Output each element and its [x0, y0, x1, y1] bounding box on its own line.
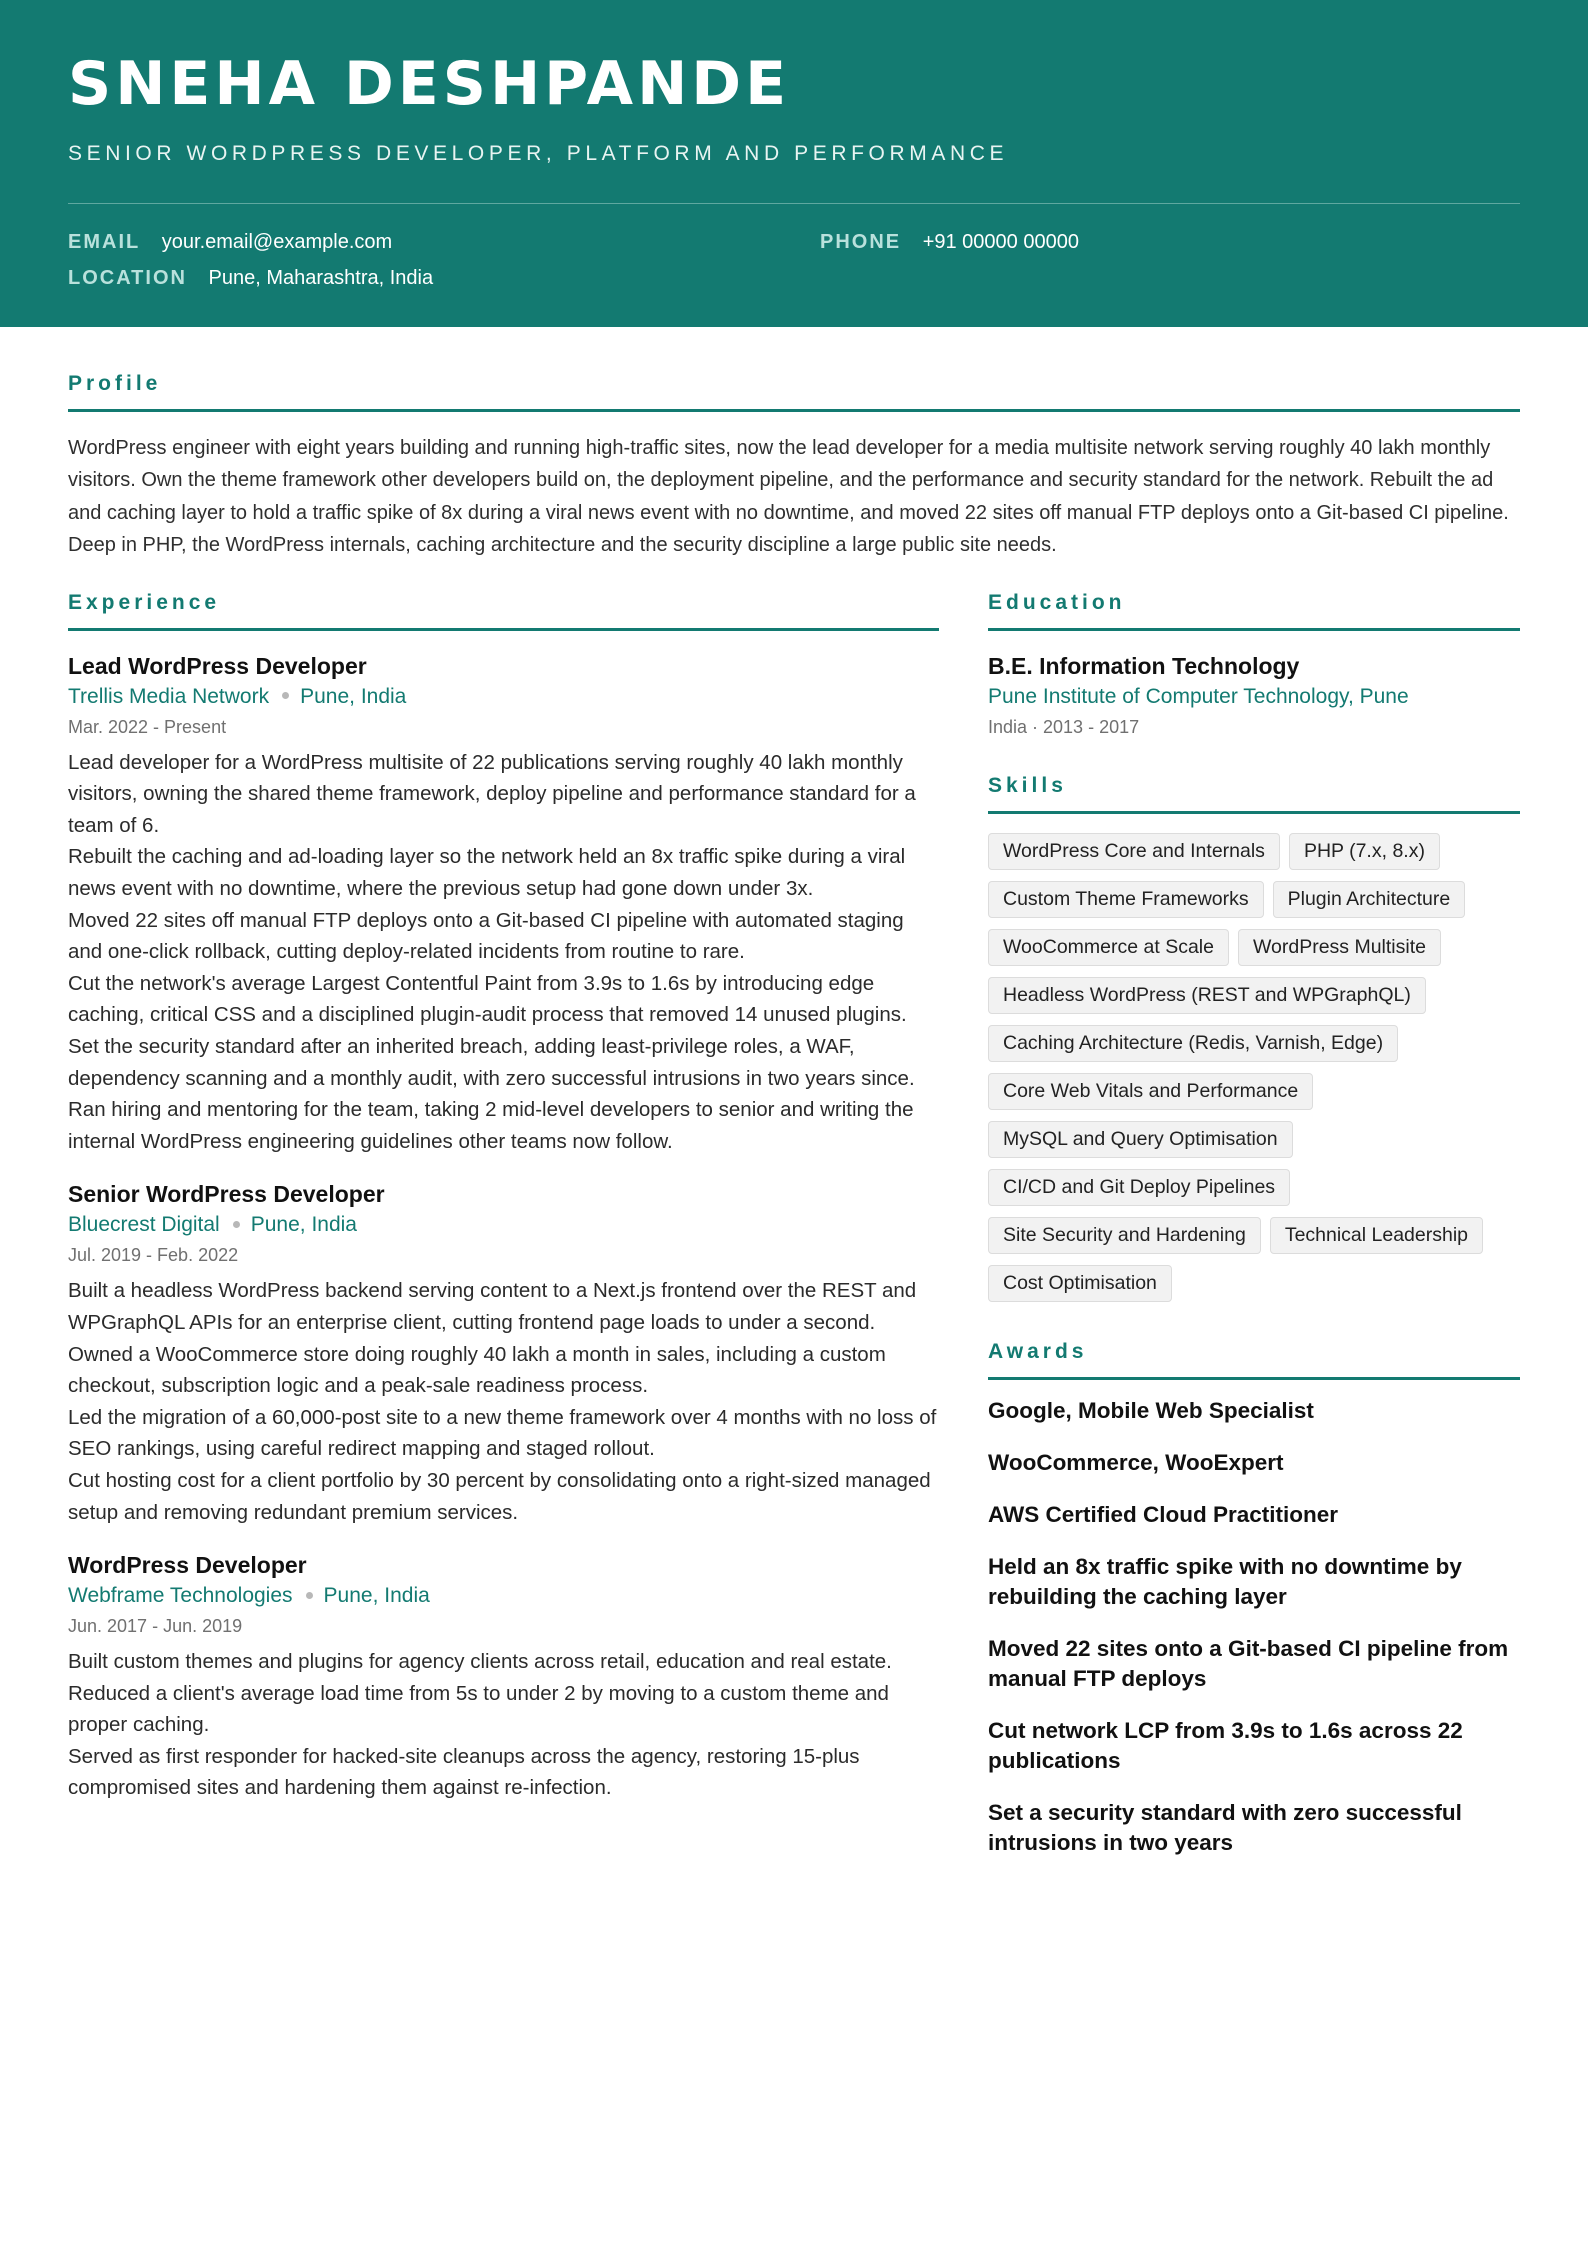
profile-heading: Profile	[68, 371, 1520, 412]
skill-tag: Custom Theme Frameworks	[988, 881, 1264, 918]
experience-heading: Experience	[68, 590, 939, 631]
profile-summary: WordPress engineer with eight years building and running high-traffic sites, now the lead developer for a media multisite network serving roughly 40 lakh monthly visitors. Own the theme framework other developers build on, the deployment pipeline, and the performance and security standard for the network. Rebuilt the ad and caching layer to hold a traffic spike of 8x during a viral news event with no downtime, and moved 22 sites off manual FTP deploys onto a Git-based CI pipeline. Deep in PHP, the WordPress internals, caching architecture and the security discipline a large public site needs.	[68, 437, 1509, 557]
job-bullets	[68, 747, 939, 1158]
awards-heading: Awards	[988, 1339, 1520, 1380]
job-entry	[68, 1550, 939, 1804]
award-item: WooCommerce, WooExpert	[988, 1449, 1284, 1475]
job-title: Lead WordPress Developer	[68, 652, 367, 679]
skills-heading: Skills	[988, 773, 1520, 814]
award-item: Moved 22 sites onto a Git-based CI pipeline from manual FTP deploys	[988, 1635, 1509, 1691]
award-item: Set a security standard with zero successful intrusions in two years	[988, 1799, 1462, 1855]
job-bullet: Set the security standard after an inherited breach, adding least-privilege roles, a WAF, dependency scanning and a monthly audit, with zero successful intrusions in two years since.	[68, 1034, 915, 1090]
contact-location	[68, 266, 820, 290]
job-bullet: Lead developer for a WordPress multisite of 22 publications serving roughly 40 lakh monthly visitors, owning the shared theme framework, deploy pipeline and performance standard for a team of 6.	[68, 750, 916, 837]
email-value: your.email@example.com	[161, 231, 393, 253]
job-meta	[68, 1582, 939, 1610]
contact-email	[68, 230, 820, 254]
job-bullet: Cut the network's average Largest Contentful Paint from 3.9s to 1.6s by introducing edge caching, critical CSS and a disciplined plugin-audit process that removed 14 unused plugins.	[68, 971, 907, 1027]
skill-tag: CI/CD and Git Deploy Pipelines	[988, 1169, 1290, 1206]
job-dates: Mar. 2022 - Present	[68, 716, 227, 737]
award-list	[988, 1396, 1520, 1858]
skill-tag: WooCommerce at Scale	[988, 929, 1229, 966]
job-bullet: Led the migration of a 60,000-post site to a new theme framework over 4 months with no loss of SEO rankings, using careful redirect mapping and staged rollout.	[68, 1405, 937, 1461]
education-section	[988, 590, 1520, 739]
job-location: Pune, India	[250, 1213, 357, 1237]
education-entry	[988, 651, 1520, 739]
award-item: Held an 8x traffic spike with no downtime by rebuilding the caching layer	[988, 1553, 1462, 1609]
header-divider	[68, 203, 1520, 204]
award-item: Cut network LCP from 3.9s to 1.6s across 22 publications	[988, 1717, 1463, 1773]
experience-section	[68, 590, 939, 1880]
job-title: Senior WordPress Developer	[68, 1181, 385, 1208]
education-heading: Education	[988, 590, 1520, 631]
job-bullet: Ran hiring and mentoring for the team, taking 2 mid-level developers to senior and writing the internal WordPress engineering guidelines other teams now follow.	[68, 1098, 914, 1153]
job-bullet: Moved 22 sites off manual FTP deploys onto a Git-based CI pipeline with automated staging and one-click rollback, cutting deploy-related incidents from routine to rare.	[68, 908, 904, 964]
job-company: Trellis Media Network	[68, 684, 270, 708]
job-bullets	[68, 1646, 939, 1804]
sidebar-column	[988, 590, 1520, 1880]
education-meta: India · 2013 - 2017	[988, 716, 1140, 737]
job-bullets	[68, 1275, 939, 1528]
resume-body	[0, 371, 1588, 1880]
two-column-layout	[68, 590, 1520, 1880]
job-bullet: Built custom themes and plugins for agency clients across retail, education and real estate.	[68, 1650, 892, 1674]
skill-tag: PHP (7.x, 8.x)	[1289, 833, 1440, 870]
job-location: Pune, India	[323, 1584, 430, 1608]
job-bullet: Rebuilt the caching and ad-loading layer so the network held an 8x traffic spike during a viral news event with no downtime, where the previous setup had gone down under 3x.	[68, 845, 906, 900]
skill-tag: Headless WordPress (REST and WPGraphQL)	[988, 977, 1426, 1014]
awards-section	[988, 1339, 1520, 1858]
job-title: WordPress Developer	[68, 1552, 307, 1579]
skill-tag: Technical Leadership	[1270, 1217, 1483, 1254]
contact-info	[68, 230, 1520, 290]
education-degree: B.E. Information Technology	[988, 652, 1300, 679]
phone-label: PHONE	[820, 231, 902, 253]
skill-tag: Site Security and Hardening	[988, 1217, 1261, 1254]
job-entry	[68, 651, 939, 1158]
award-item: AWS Certified Cloud Practitioner	[988, 1501, 1339, 1527]
skill-tag: MySQL and Query Optimisation	[988, 1121, 1293, 1158]
job-bullet: Served as first responder for hacked-site cleanups across the agency, restoring 15-plus compromised sites and hardening them against re-infection.	[68, 1744, 860, 1800]
job-dates: Jul. 2019 - Feb. 2022	[68, 1245, 239, 1266]
award-item: Google, Mobile Web Specialist	[988, 1397, 1314, 1423]
skill-tag: Cost Optimisation	[988, 1265, 1172, 1302]
job-company: Webframe Technologies	[68, 1584, 293, 1608]
job-bullet: Built a headless WordPress backend serving content to a Next.js frontend over the REST and WPGraphQL APIs for an enterprise client, cutting frontend page loads to under a second.	[68, 1279, 917, 1334]
job-meta	[68, 683, 939, 711]
skill-tag: WordPress Multisite	[1238, 929, 1441, 966]
location-label: LOCATION	[68, 267, 187, 289]
job-bullet: Cut hosting cost for a client portfolio by 30 percent by consolidating onto a right-sized managed setup and removing redundant premium services.	[68, 1468, 931, 1524]
resume-header	[0, 0, 1588, 327]
skill-tag: Core Web Vitals and Performance	[988, 1073, 1313, 1110]
candidate-name: SNEHA DESHPANDE	[68, 49, 791, 119]
job-company: Bluecrest Digital	[68, 1213, 220, 1237]
phone-value: +91 00000 00000	[922, 231, 1079, 253]
contact-phone	[820, 230, 1520, 254]
job-entry	[68, 1179, 939, 1528]
email-label: EMAIL	[68, 231, 141, 253]
job-meta	[68, 1211, 939, 1239]
job-list	[68, 651, 939, 1804]
separator-dot-icon	[306, 1592, 313, 1599]
skills-section	[988, 773, 1520, 1302]
job-bullet: Owned a WooCommerce store doing roughly 40 lakh a month in sales, including a custom checkout, subscription logic and a peak-sale readiness process.	[68, 1342, 886, 1398]
skill-tag: WordPress Core and Internals	[988, 833, 1280, 870]
profile-section	[68, 371, 1520, 562]
skill-list	[988, 833, 1520, 1302]
job-bullet: Reduced a client's average load time from 5s to under 2 by moving to a custom theme and proper caching.	[68, 1681, 889, 1737]
separator-dot-icon	[282, 692, 289, 699]
job-location: Pune, India	[300, 684, 407, 708]
skill-tag: Plugin Architecture	[1273, 881, 1466, 918]
separator-dot-icon	[233, 1221, 240, 1228]
skill-tag: Caching Architecture (Redis, Varnish, Edge)	[988, 1025, 1398, 1062]
education-school: Pune Institute of Computer Technology, Pune	[988, 684, 1409, 708]
job-dates: Jun. 2017 - Jun. 2019	[68, 1616, 243, 1637]
candidate-headline: SENIOR WORDPRESS DEVELOPER, PLATFORM AND PERFORMANCE	[68, 142, 1009, 165]
location-value: Pune, Maharashtra, India	[208, 267, 434, 289]
